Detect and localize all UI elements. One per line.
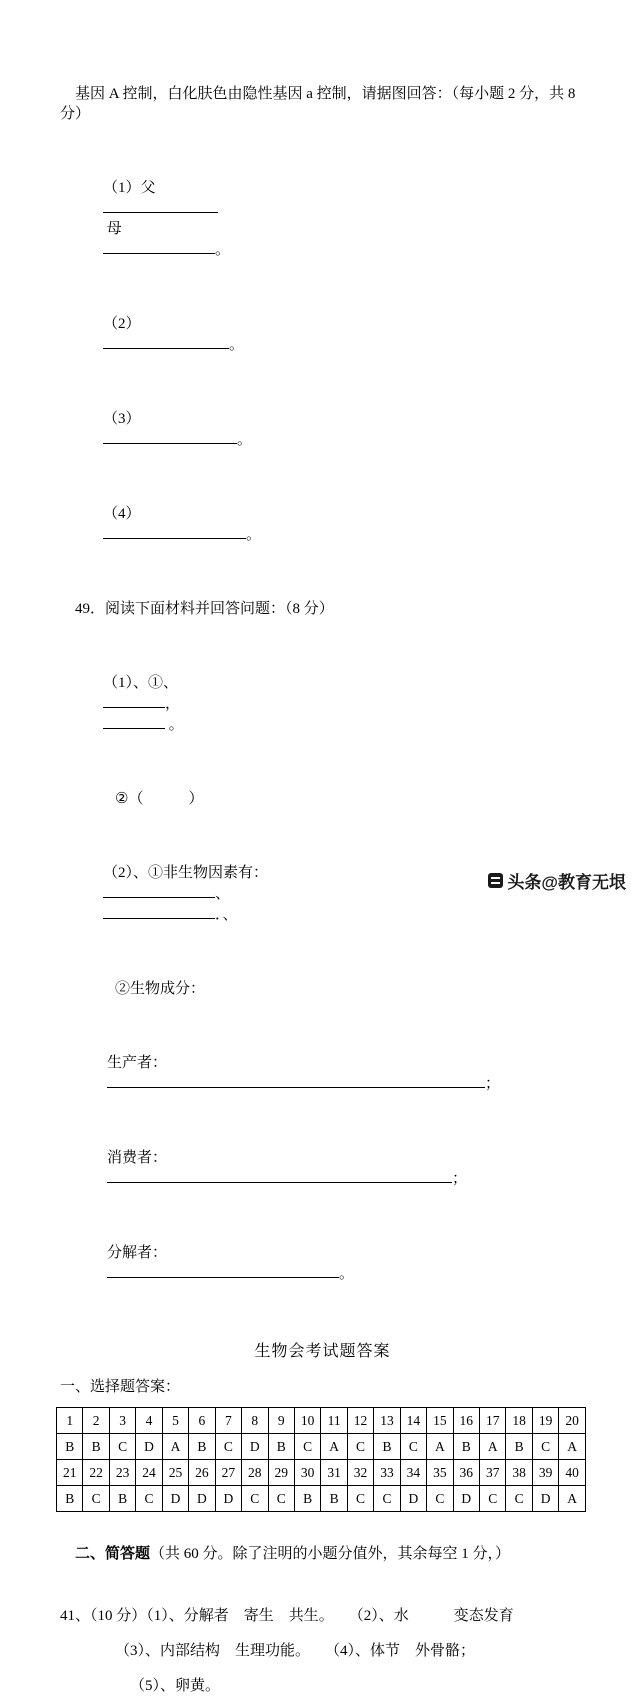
- question-number-cell: 5: [162, 1408, 188, 1434]
- item2-label: （2）: [103, 316, 141, 332]
- answer-cell: A: [559, 1434, 586, 1460]
- question-number-cell: 34: [400, 1460, 426, 1486]
- section2-heading: [60, 1524, 585, 1584]
- q49-sub1-line: [60, 653, 585, 755]
- answer-cell: B: [268, 1434, 294, 1460]
- question-number-cell: 9: [268, 1408, 294, 1434]
- answer-blank: [208, 524, 246, 539]
- question-number-cell: 26: [189, 1460, 215, 1486]
- section1-heading: 一、选择题答案：: [60, 1379, 181, 1395]
- question-number-cell: 13: [374, 1408, 400, 1434]
- answer-cell: C: [480, 1486, 506, 1512]
- decomposer-end: 。: [339, 1266, 355, 1282]
- question-number-cell: 15: [427, 1408, 453, 1434]
- answer-blank: [103, 239, 215, 254]
- question-number-cell: 4: [136, 1408, 162, 1434]
- q49-sub3-label: （2）、①非生物因素有：: [103, 865, 269, 881]
- question-number-cell: 10: [294, 1408, 320, 1434]
- answer-cell: B: [57, 1434, 83, 1460]
- question-number-cell: 36: [453, 1460, 479, 1486]
- consumer-end: ；: [452, 1171, 468, 1187]
- question-line-4: [60, 484, 585, 565]
- item4-period: 。: [246, 527, 262, 543]
- question-number-cell: 37: [480, 1460, 506, 1486]
- question-number-cell: 33: [374, 1460, 400, 1486]
- item3-label: （3）: [103, 411, 141, 427]
- q49-sub4-line: [60, 959, 585, 1019]
- question-number-cell: 24: [136, 1460, 162, 1486]
- answer-cell: C: [347, 1486, 373, 1512]
- answer-cell: D: [189, 1486, 215, 1512]
- producer-label: 生产者：: [107, 1055, 168, 1071]
- answer-blank: [103, 198, 218, 213]
- q49-sub4-text: ②生物成分：: [115, 981, 206, 997]
- q49-sub2-text: ②（ ）: [115, 791, 204, 807]
- section2-heading-rest: （共 60 分。除了注明的小题分值外，其余每空 1 分，）: [150, 1546, 511, 1562]
- answer-blank: [107, 1168, 452, 1183]
- question-number-cell: 11: [321, 1408, 347, 1434]
- answer-cell: A: [480, 1434, 506, 1460]
- answer-cell: C: [83, 1486, 109, 1512]
- question-number-cell: 35: [427, 1460, 453, 1486]
- question-line-2: [60, 294, 585, 375]
- item1-label: （1）父: [103, 180, 156, 196]
- q49-sub3-end: ．、: [215, 907, 238, 923]
- answer-blank: [203, 429, 237, 444]
- item3-period: 。: [237, 432, 253, 448]
- answer-cell: C: [109, 1434, 135, 1460]
- q41-answer-line-2: （3）、内部结构 生理功能。 （4）、体节 外骨骼；: [115, 1643, 476, 1659]
- question-line-1: [60, 158, 585, 280]
- question-number-cell: 6: [189, 1408, 215, 1434]
- question-number-cell: 1: [57, 1408, 83, 1434]
- answer-blank: [103, 334, 201, 349]
- question-line-3: [60, 389, 585, 470]
- question-49-heading: [60, 579, 585, 639]
- answer-blank: [107, 1073, 485, 1088]
- answer-blank: [103, 714, 165, 729]
- question-number-cell: 16: [453, 1408, 479, 1434]
- answer-cell: B: [453, 1434, 479, 1460]
- answer-cell: D: [532, 1486, 558, 1512]
- answer-cell: C: [400, 1434, 426, 1460]
- question-number-cell: 17: [480, 1408, 506, 1434]
- answer-blank: [107, 1263, 339, 1278]
- answer-cell: C: [215, 1434, 241, 1460]
- answer-table-body: [57, 1408, 586, 1512]
- q49-sub1-period: 。: [165, 717, 184, 733]
- q41-answer-line-3: （5）、卵黄。: [130, 1678, 221, 1694]
- question-number-cell: 29: [268, 1460, 294, 1486]
- item2-period: 。: [229, 337, 245, 353]
- question-number-cell: 7: [215, 1408, 241, 1434]
- q49-sub3-line: [60, 843, 585, 945]
- consumer-line: [60, 1128, 585, 1209]
- answer-blank: [201, 334, 229, 349]
- answer-cell: B: [374, 1434, 400, 1460]
- item1-mid-label: 母: [103, 221, 122, 237]
- question-number-cell: 18: [506, 1408, 532, 1434]
- producer-end: ；: [485, 1076, 501, 1092]
- answer-cell: D: [242, 1434, 268, 1460]
- q49-sub1-label: （1）、①、: [103, 675, 179, 691]
- question-number-cell: 38: [506, 1460, 532, 1486]
- intro-paragraph: [60, 64, 585, 144]
- question-number-cell: 27: [215, 1460, 241, 1486]
- answer-key-title: 生物会考试题答案: [254, 1343, 391, 1360]
- answer-cell: B: [57, 1486, 83, 1512]
- answer-table: [56, 1407, 586, 1512]
- question-number-cell: 28: [242, 1460, 268, 1486]
- question-number-cell: 19: [532, 1408, 558, 1434]
- table-row: [57, 1486, 586, 1512]
- question-number-cell: 2: [83, 1408, 109, 1434]
- answer-cell: B: [109, 1486, 135, 1512]
- answer-blank: [103, 524, 208, 539]
- answer-cell: B: [83, 1434, 109, 1460]
- answer-cell: C: [268, 1486, 294, 1512]
- question-number-cell: 12: [347, 1408, 373, 1434]
- item4-label: （4）: [103, 506, 141, 522]
- consumer-label: 消费者：: [107, 1150, 168, 1166]
- answer-cell: C: [374, 1486, 400, 1512]
- answer-cell: B: [321, 1486, 347, 1512]
- answer-cell: D: [162, 1486, 188, 1512]
- question-number-cell: 20: [559, 1408, 586, 1434]
- answer-cell: B: [189, 1434, 215, 1460]
- decomposer-label: 分解者：: [107, 1245, 168, 1261]
- question-number-cell: 40: [559, 1460, 586, 1486]
- table-row: [57, 1408, 586, 1434]
- answer-cell: C: [427, 1486, 453, 1512]
- q49-heading-text: 49．阅读下面材料并回答问题：（8 分）: [75, 601, 334, 617]
- section2-heading-bold: 二、简答题: [75, 1546, 151, 1562]
- question-number-cell: 31: [321, 1460, 347, 1486]
- answer-cell: D: [136, 1434, 162, 1460]
- question-number-cell: 3: [109, 1408, 135, 1434]
- q49-sub1-comma: ，: [165, 696, 181, 712]
- answer-cell: B: [294, 1486, 320, 1512]
- answer-cell: D: [400, 1486, 426, 1512]
- answer-cell: A: [321, 1434, 347, 1460]
- answer-cell: C: [294, 1434, 320, 1460]
- intro-text: 基因 A 控制，白化肤色由隐性基因 a 控制，请据图回答：（每小题 2 分，共 8 分）: [60, 86, 580, 122]
- producer-line: [60, 1033, 585, 1114]
- answer-cell: B: [506, 1434, 532, 1460]
- table-row: [57, 1460, 586, 1486]
- question-number-cell: 14: [400, 1408, 426, 1434]
- toutiao-icon: [488, 873, 503, 888]
- answer-cell: A: [427, 1434, 453, 1460]
- question-number-cell: 25: [162, 1460, 188, 1486]
- q49-sub2-line: [60, 769, 585, 829]
- question-number-cell: 32: [347, 1460, 373, 1486]
- answer-cell: A: [162, 1434, 188, 1460]
- answer-cell: C: [242, 1486, 268, 1512]
- answer-cell: D: [215, 1486, 241, 1512]
- question-number-cell: 21: [57, 1460, 83, 1486]
- answer-cell: C: [506, 1486, 532, 1512]
- answer-cell: C: [532, 1434, 558, 1460]
- watermark: [488, 868, 626, 893]
- answer-blank: [103, 904, 215, 919]
- watermark-text: 头条@教育无垠: [507, 873, 626, 892]
- question-number-cell: 30: [294, 1460, 320, 1486]
- answer-cell: C: [136, 1486, 162, 1512]
- q41-answer-line-1: 41、（10 分）（1）、分解者 寄生 共生。 （2）、水 变态发育: [60, 1608, 514, 1624]
- question-number-cell: 23: [109, 1460, 135, 1486]
- question-number-cell: 22: [83, 1460, 109, 1486]
- answer-blank: [103, 883, 215, 898]
- table-row: [57, 1434, 586, 1460]
- q49-sub3-sep: 、: [215, 886, 231, 902]
- decomposer-line: [60, 1223, 585, 1304]
- answer-cell: A: [559, 1486, 586, 1512]
- answer-cell: D: [453, 1486, 479, 1512]
- answer-blank: [103, 429, 203, 444]
- answer-cell: C: [347, 1434, 373, 1460]
- question-number-cell: 39: [532, 1460, 558, 1486]
- answer-blank: [103, 693, 165, 708]
- item1-period: 。: [215, 242, 231, 258]
- question-number-cell: 8: [242, 1408, 268, 1434]
